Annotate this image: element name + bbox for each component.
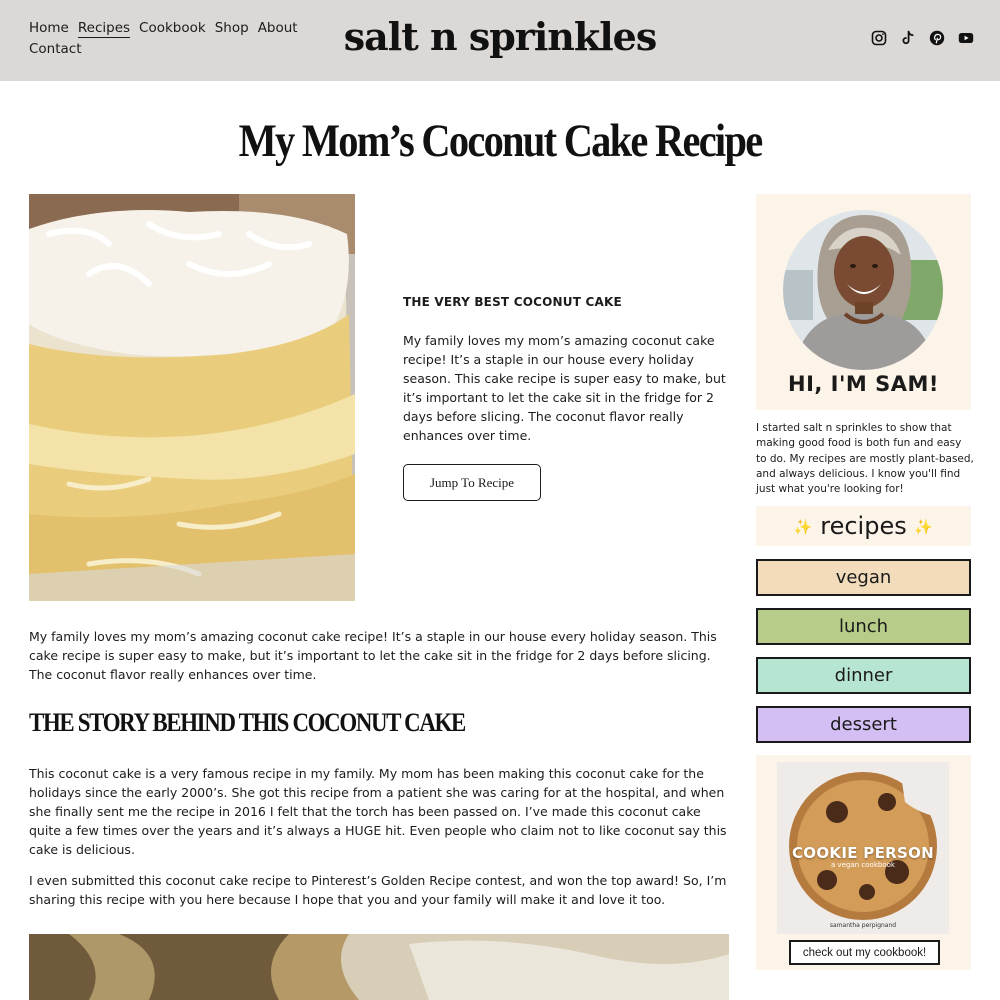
- article-paragraph-2: This coconut cake is a very famous recipe in my family. My mom has been making this coconut cake for the holidays since the early 2000’s. She got this recipe from a patient she was caring for at the hospital, and when she finally sent me the recipe in 2016 I felt that the torch has been passed on. I’ve made this coconut cake quite a few times over the years and it’s always a HUGE hit. Even people who claim not to like coconut say this cake is delicious.: [29, 766, 727, 857]
- category-dinner-button[interactable]: dinner: [756, 657, 971, 694]
- about-text: I started salt n sprinkles to show that making good food is both fun and easy to do. My recipes are mostly plant-based, and always delicious. I know you'll find just what you're looking for!: [756, 422, 974, 496]
- nav-shop[interactable]: Shop: [214, 20, 249, 36]
- intro-heading: THE VERY BEST COCONUT CAKE: [403, 295, 622, 309]
- nav-about[interactable]: About: [257, 20, 298, 36]
- story-heading: THE STORY BEHIND THIS COCONUT CAKE: [29, 708, 465, 737]
- youtube-icon[interactable]: [958, 30, 974, 46]
- article-paragraph-1: My family loves my mom’s amazing coconut cake recipe! It’s a staple in our house every holiday season. This cake recipe is super easy to make, but it’s important to let the cake sit in the fridge for 2 days before slicing. The coconut flavor really enhances over time.: [29, 629, 717, 682]
- article-paragraph-3: I even submitted this coconut cake recipe to Pinterest’s Golden Recipe contest, and won the top award! So, I’m sharing this recipe with you here because I hope that you and your family will make it and love it too.: [29, 873, 727, 907]
- intro-text: My family loves my mom’s amazing coconut cake recipe! It’s a staple in our house every holiday season. This cake recipe is super easy to make, but it’s important to let the cake sit in the fridge for 2 days before slicing. The coconut flavor really enhances over time.: [403, 333, 726, 443]
- instagram-icon[interactable]: [871, 30, 887, 46]
- jump-to-recipe-button[interactable]: Jump To Recipe: [403, 464, 541, 501]
- intro-block: [403, 295, 733, 445]
- nav-contact[interactable]: Contact: [29, 41, 82, 57]
- nav-cookbook[interactable]: Cookbook: [139, 20, 206, 36]
- cookbook-cover[interactable]: [777, 762, 949, 934]
- cookbook-button[interactable]: check out my cookbook!: [789, 940, 940, 965]
- pinterest-icon[interactable]: [929, 30, 945, 46]
- cookbook-promo: [756, 755, 971, 970]
- category-vegan-button[interactable]: vegan: [756, 559, 971, 596]
- tiktok-icon[interactable]: [900, 30, 916, 46]
- about-card: [756, 194, 971, 410]
- nav-recipes[interactable]: Recipes: [77, 20, 131, 36]
- author-avatar: [783, 210, 943, 370]
- page-title: My Mom’s Coconut Cake Recipe: [238, 115, 762, 167]
- greeting-heading: HI, I'M SAM!: [788, 372, 939, 396]
- sparkle-icon: ✨: [793, 518, 813, 536]
- cookbook-author: samantha perpignand: [829, 922, 897, 929]
- social-links: [871, 30, 974, 46]
- nav-home[interactable]: Home: [29, 20, 69, 36]
- cookbook-title: COOKIE PERSON: [792, 844, 934, 862]
- recipes-heading-label: recipes: [820, 512, 907, 540]
- recipes-heading: [756, 506, 971, 546]
- category-dessert-button[interactable]: dessert: [756, 706, 971, 743]
- site-logo[interactable]: salt n sprinkles: [343, 14, 657, 59]
- sparkle-icon: ✨: [914, 518, 934, 536]
- site-header: [0, 0, 1000, 81]
- coconut-cake-photo: [29, 194, 355, 601]
- cookbook-subtitle: a vegan cookbook: [831, 861, 895, 869]
- category-lunch-button[interactable]: lunch: [756, 608, 971, 645]
- cake-close-up-photo: [29, 934, 729, 1000]
